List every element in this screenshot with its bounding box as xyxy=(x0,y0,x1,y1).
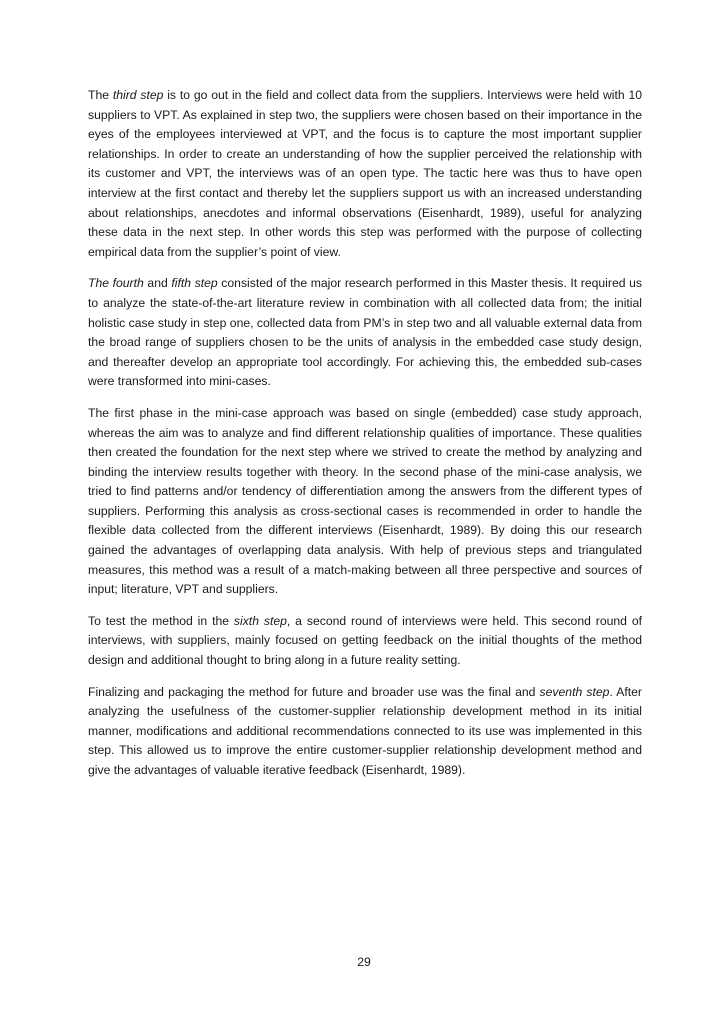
italic-segment: seventh step xyxy=(539,684,610,699)
document-body xyxy=(88,86,642,793)
text-segment: is to go out in the field and collect data from the suppliers. Interviews were held with 10 suppliers to VPT. As explained in step two, the suppliers were chosen based on their importance in the eyes of the employees interviewed at VPT, and the focus is to capture the most important supplier relationships. In order to create an understanding of how the supplier perceived the relationship with its customer and VPT, the interviews was of an open type. The tactic here was thus to have open interview at the first contact and thereby let the suppliers support us with an increased understanding about relationships, anecdotes and informal observations (Eisenhardt, 1989), useful for analyzing these data in the next step. In other words this step was performed with the purpose of collecting empirical data from the supplier’s point of view. xyxy=(88,88,643,259)
text-segment: The xyxy=(88,88,113,102)
italic-segment: The fourth xyxy=(88,276,144,291)
text-segment: Finalizing and packaging the method for future and broader use was the final and xyxy=(88,684,540,699)
text-segment: . After analyzing the usefulness of the customer-supplier relationship development method in its initial manner, modifications and additional recommendations connected to its use was implemented in this step. This allowed us to improve the entire customer-supplier relationship development method and give the advantages of valuable iterative feedback (Eisenhardt, 1989). xyxy=(88,684,642,777)
text-segment: , a second round of interviews were held. This second round of interviews, with suppliers, mainly focused on getting feedback on the initial thoughts of the method design and additional thought to bring along in a future reality setting. xyxy=(88,613,643,668)
paragraph-sixth-step xyxy=(88,612,642,671)
italic-segment: fifth step xyxy=(171,276,218,291)
paragraph-mini-case-approach xyxy=(88,404,642,600)
paragraph-third-step xyxy=(88,86,642,262)
text-segment: To test the method in the xyxy=(88,613,234,628)
text-segment: The first phase in the mini-case approach was based on single (embedded) case study approach, whereas the aim was to analyze and find different relationship qualities of importance. These qualities then created the foundation for the next step where we strived to create the method by analyzing and binding the interview results together with theory. In the second phase of the mini-case analysis, we tried to find patterns and/or tendency of differentiation among the answers from the different types of suppliers. Performing this analysis as cross-sectional cases is recommended in order to handle the flexible data collected from the different interviews (Eisenhardt, 1989). By doing this our research gained the advantages of overlapping data analysis. With help of previous steps and triangulated measures, this method was a result of a match-making between all three perspective and sources of input; literature, VPT and suppliers. xyxy=(88,405,642,597)
text-segment: consisted of the major research performed in this Master thesis. It required us to analyze the state-of-the-art literature review in combination with all collected data from; the initial holistic case study in step one, collected data from PM’s in step two and all valuable external data from the broad range of suppliers chosen to be the units of analysis in the embedded case study design, and thereafter develop an appropriate tool accordingly. For achieving this, the embedded sub-cases were transformed into mini-cases. xyxy=(88,276,642,389)
text-segment: and xyxy=(143,276,172,291)
page-number: 29 xyxy=(357,955,371,969)
paragraph-fourth-fifth-step xyxy=(88,274,642,392)
italic-segment: third step xyxy=(112,88,164,102)
paragraph-seventh-step xyxy=(88,683,642,781)
italic-segment: sixth step xyxy=(233,613,287,628)
